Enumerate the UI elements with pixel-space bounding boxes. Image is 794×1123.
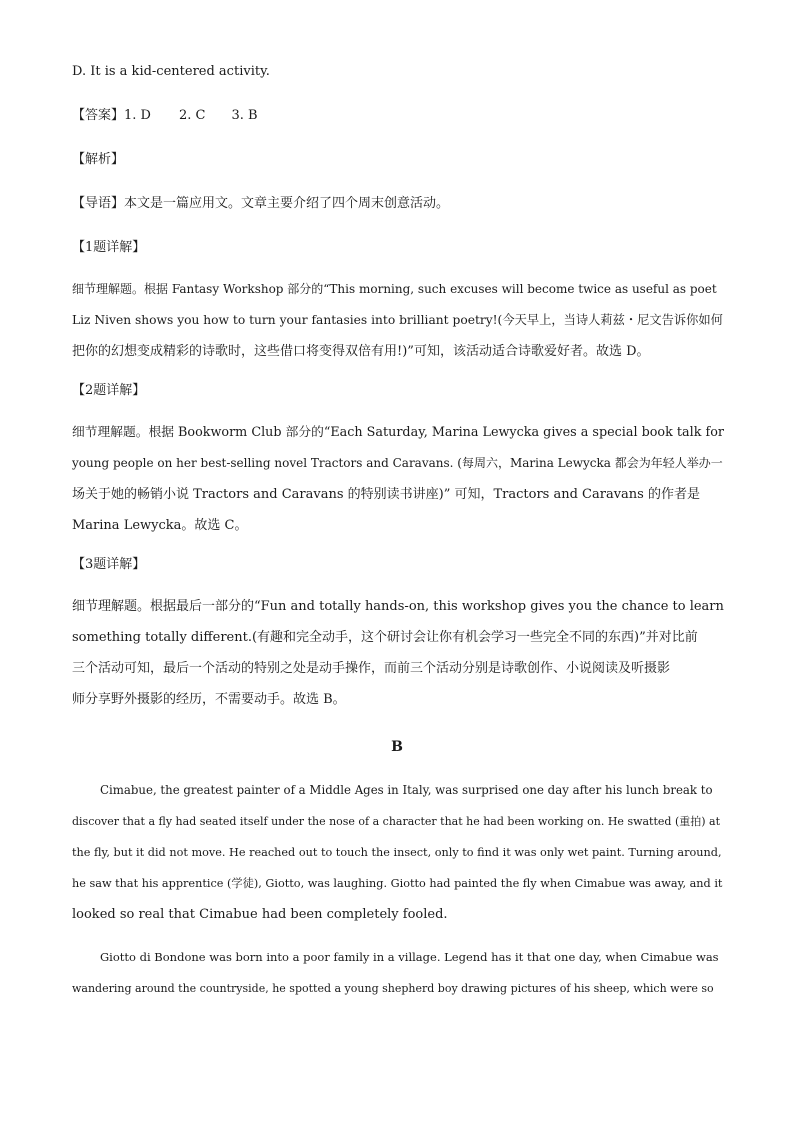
q1-line: Liz Niven shows you how to turn your fantasies into brilliant poetry!(今天早上，当诗人莉兹・尼文告诉你如何 bbox=[72, 313, 723, 327]
q2-line: young people on her best-selling novel Tractors and Caravans. (每周六，Marina Lewycka 都会为年轻人举办一 bbox=[72, 456, 723, 470]
q1-label: 【1题详解】 bbox=[72, 240, 146, 255]
answer-3: 3. B bbox=[231, 108, 258, 123]
q1-line: 细节理解题。根据 Fantasy Workshop 部分的“This morning, such excuses will become twice as useful as poet bbox=[72, 282, 717, 296]
answer-label: 【答案】 bbox=[72, 108, 125, 123]
intro-label: 【导语】 bbox=[72, 196, 125, 211]
q1-line: 把你的幻想变成精彩的诗歌时，这些借口将变得双倍有用!)”可知，该活动适合诗歌爱好者。故选 D。 bbox=[72, 344, 650, 359]
passage-line: looked so real that Cimabue had been completely fooled. bbox=[72, 907, 448, 922]
analysis-label: 【解析】 bbox=[72, 152, 125, 167]
passage-line: he saw that his apprentice (学徒), Giotto, was laughing. Giotto had painted the fly when Cimabue was away, and it bbox=[72, 877, 723, 890]
intro-line bbox=[72, 194, 722, 214]
q2-line: 细节理解题。根据 Bookworm Club 部分的“Each Saturday, Marina Lewycka gives a special book talk for bbox=[72, 425, 724, 440]
answer-2: 2. C bbox=[178, 108, 206, 123]
answer-line bbox=[72, 106, 722, 126]
intro-text: 本文是一篇应用文。文章主要介绍了四个周末创意活动。 bbox=[124, 196, 450, 211]
q1-explanation bbox=[72, 274, 722, 367]
q3-line: something totally different.(有趣和完全动手，这个研讨会让你有机会学习一些完全不同的东西)”并对比前 bbox=[72, 630, 698, 645]
q2-line: Marina Lewycka。故选 C。 bbox=[72, 518, 248, 533]
document-page bbox=[72, 62, 722, 1004]
q2-explanation bbox=[72, 417, 722, 541]
q3-line: 师分享野外摄影的经历，不需要动手。故选 B。 bbox=[72, 692, 346, 707]
passage-line: Cimabue, the greatest painter of a Middle Ages in Italy, was surprised one day after his lunch break to bbox=[100, 783, 713, 797]
passage-line: wandering around the countryside, he spotted a young shepherd boy drawing pictures of his sheep, which were so bbox=[72, 982, 714, 995]
q3-explanation bbox=[72, 591, 722, 715]
q3-label: 【3题详解】 bbox=[72, 557, 146, 572]
passage-line: the fly, but it did not move. He reached out to touch the insect, only to find it was only wet paint. Turning around, bbox=[72, 846, 722, 859]
passage-line: discover that a fly had seated itself under the nose of a character that he had been working on. He swatted (重拍) at bbox=[72, 815, 721, 828]
q2-label: 【2题详解】 bbox=[72, 383, 146, 398]
passage-paragraph-1 bbox=[72, 775, 722, 930]
answer-1: 1. D bbox=[124, 108, 151, 123]
passage-line: Giotto di Bondone was born into a poor family in a village. Legend has it that one day, when Cimabue was bbox=[100, 950, 719, 964]
q3-line: 细节理解题。根据最后一部分的“Fun and totally hands-on, this workshop gives you the chance to learn bbox=[72, 599, 724, 614]
q3-line: 三个活动可知，最后一个活动的特别之处是动手操作，而前三个活动分别是诗歌创作、小说阅读及听摄影 bbox=[72, 661, 671, 676]
passage-paragraph-2 bbox=[72, 942, 722, 1004]
section-heading-b: B bbox=[391, 739, 403, 755]
option-d: D. It is a kid-centered activity. bbox=[72, 64, 270, 79]
q2-line: 场关于她的畅销小说 Tractors and Caravans 的特别读书讲座)” 可知，Tractors and Caravans 的作者是 bbox=[72, 487, 700, 502]
